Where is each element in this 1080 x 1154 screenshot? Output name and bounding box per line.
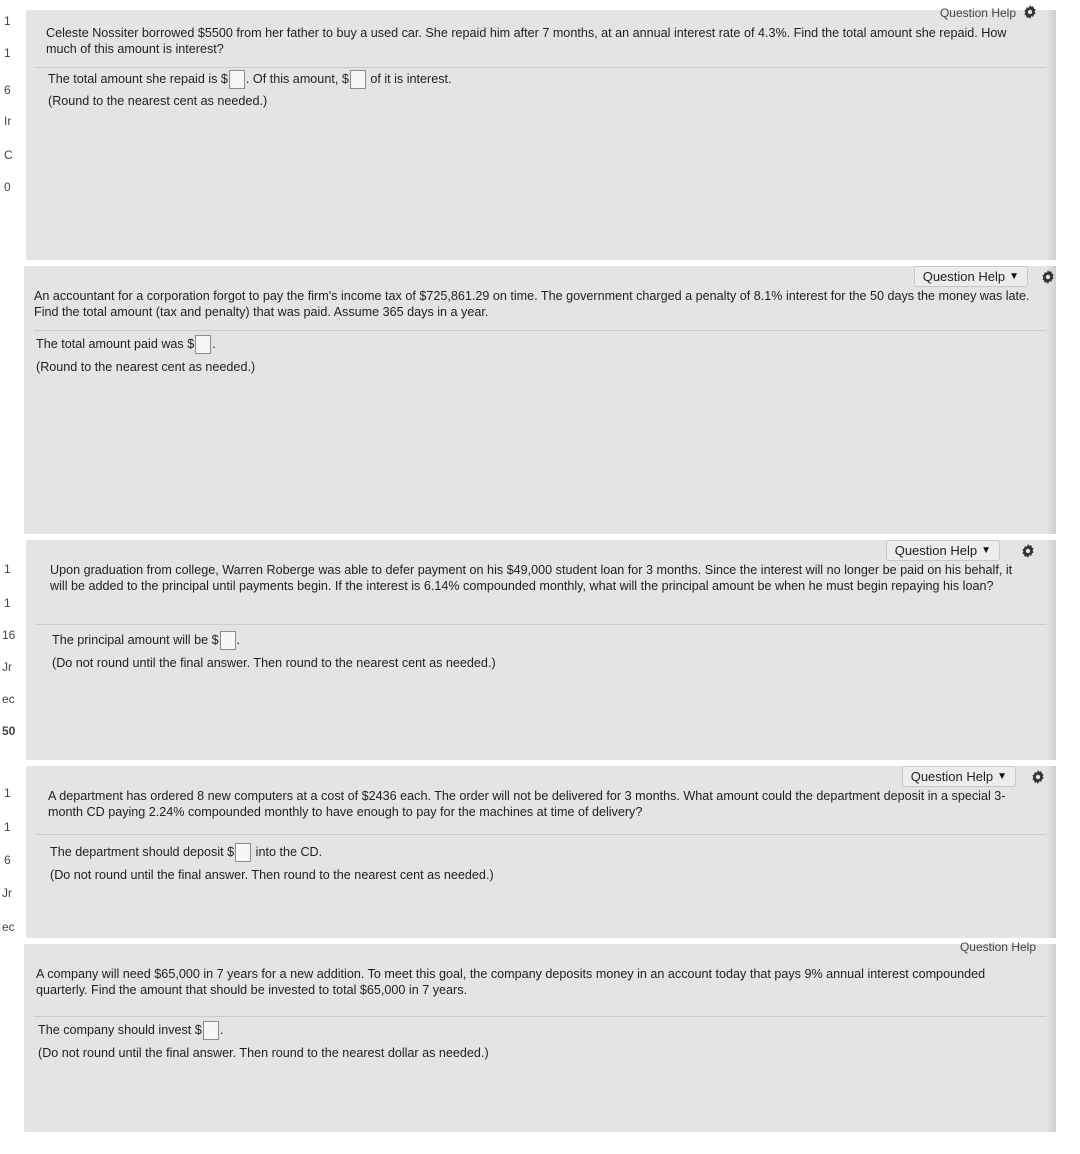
question-help-label: Question Help — [922, 269, 1006, 284]
question-panel-5 — [24, 940, 1056, 1132]
rounding-note: (Do not round until the final answer. Then round to the nearest cent as needed.) — [50, 868, 494, 882]
answer-line — [50, 841, 322, 863]
deposit-amount-input[interactable] — [235, 843, 251, 862]
answer-line — [48, 68, 452, 90]
margin-fragment: Jr — [2, 660, 12, 674]
margin-fragment: C — [4, 148, 13, 162]
panel-edge — [1046, 766, 1056, 938]
answer-line — [52, 629, 240, 651]
rounding-note: (Round to the nearest cent as needed.) — [36, 360, 256, 374]
investment-amount-input[interactable] — [203, 1021, 219, 1040]
answer-prefix: The principal amount will be $ — [52, 633, 219, 647]
answer-suffix: . — [219, 1023, 224, 1037]
margin-fragment: 6 — [4, 83, 11, 97]
rounding-note: (Do not round until the final answer. Then round to the nearest dollar as needed.) — [38, 1046, 489, 1060]
question-text: An accountant for a corporation forgot to pay the firm's income tax of $725,861.29 on time. The government charged a penalty of 8.1% interest for the 50 days the money was late. Find the total amount (tax and penalty) that was paid. Assume 365 days in a year. — [34, 289, 1030, 319]
caret-down-icon: ▼ — [1009, 271, 1019, 282]
answer-suffix: into the CD. — [252, 845, 323, 859]
question-help-label: Question Help — [894, 543, 978, 558]
panel-edge — [1046, 944, 1056, 1132]
divider — [36, 834, 1046, 835]
margin-fragment: 16 — [2, 628, 16, 642]
answer-middle: . Of this amount, $ — [245, 72, 349, 86]
question-help-cut[interactable]: Question Help — [939, 6, 1016, 20]
margin-fragment: ec — [2, 920, 15, 934]
gear-icon[interactable] — [1020, 543, 1036, 559]
question-text: Upon graduation from college, Warren Roberge was able to defer payment on his $49,000 student loan for 3 months. Since the interest will no longer be paid on his behalf, it will be added to the principal until payments begin. If the interest is 6.14% compounded monthly, what will the principal amount be when he must begin repaying his loan? — [50, 563, 1013, 593]
total-amount-input[interactable] — [229, 70, 245, 89]
caret-down-icon: ▼ — [997, 771, 1007, 782]
caret-down-icon: ▼ — [981, 545, 991, 556]
margin-fragment: 0 — [4, 180, 11, 194]
margin-fragment: 1 — [4, 820, 11, 834]
principal-amount-input[interactable] — [220, 631, 236, 650]
gear-icon[interactable] — [1030, 769, 1046, 785]
question-panel-2 — [24, 266, 1056, 534]
margin-fragment: 1 — [4, 596, 11, 610]
question-help-button[interactable] — [902, 766, 1016, 787]
interest-amount-input[interactable] — [350, 70, 366, 89]
gear-icon[interactable] — [1040, 269, 1056, 285]
margin-fragment: 6 — [4, 853, 11, 867]
margin-fragment: 50 — [2, 724, 16, 738]
answer-prefix: The department should deposit $ — [50, 845, 235, 859]
margin-fragment: 1 — [4, 14, 11, 28]
answer-suffix: . — [212, 337, 216, 351]
panel-edge — [1046, 540, 1056, 760]
question-text: A company will need $65,000 in 7 years for a new addition. To meet this goal, the company deposits money in an account today that pays 9% annual interest compounded quarterly. Find the amount that should be invested to total $65,000 in 7 years. — [36, 967, 986, 997]
question-help-cut[interactable]: Question Help — [959, 940, 1036, 954]
rounding-note: (Round to the nearest cent as needed.) — [48, 94, 268, 108]
answer-prefix: The company should invest $ — [38, 1023, 202, 1037]
margin-fragment: 1 — [4, 46, 11, 60]
question-help-label: Question Help — [910, 769, 994, 784]
margin-fragment: 1 — [4, 786, 11, 800]
divider — [36, 624, 1046, 625]
margin-fragment: Jr — [2, 886, 12, 900]
answer-prefix: The total amount she repaid is $ — [48, 72, 228, 86]
question-panel-1 — [26, 6, 1056, 260]
margin-fragment: 1 — [4, 562, 11, 576]
question-panel-3 — [26, 540, 1056, 760]
question-help-button[interactable] — [886, 540, 1000, 561]
rounding-note: (Do not round until the final answer. Then round to the nearest cent as needed.) — [52, 656, 496, 670]
answer-prefix: The total amount paid was $ — [36, 337, 195, 351]
divider — [34, 330, 1046, 331]
question-text: A department has ordered 8 new computers at a cost of $2436 each. The order will not be delivered for 3 months. What amount could the department deposit in a special 3-month CD paying 2.24% compounded monthly to have enough to pay for the machines at time of delivery? — [48, 789, 1006, 819]
margin-fragment: ec — [2, 692, 15, 706]
divider — [34, 1016, 1046, 1017]
answer-suffix: of it is interest. — [366, 72, 452, 86]
total-paid-input[interactable] — [195, 335, 211, 354]
panel-edge — [1046, 266, 1056, 534]
question-panel-4 — [26, 766, 1056, 938]
question-help-button[interactable] — [914, 266, 1028, 287]
panel-edge — [1046, 10, 1056, 260]
answer-line — [38, 1019, 223, 1041]
margin-fragment: Ir — [4, 114, 12, 128]
question-text: Celeste Nossiter borrowed $5500 from her father to buy a used car. She repaid him after 7 months, at an annual interest rate of 4.3%. Find the total amount she repaid. How much of this amount is interest? — [46, 26, 1007, 56]
answer-suffix: . — [236, 633, 241, 647]
gear-icon[interactable] — [1022, 4, 1038, 20]
answer-line — [36, 333, 216, 355]
